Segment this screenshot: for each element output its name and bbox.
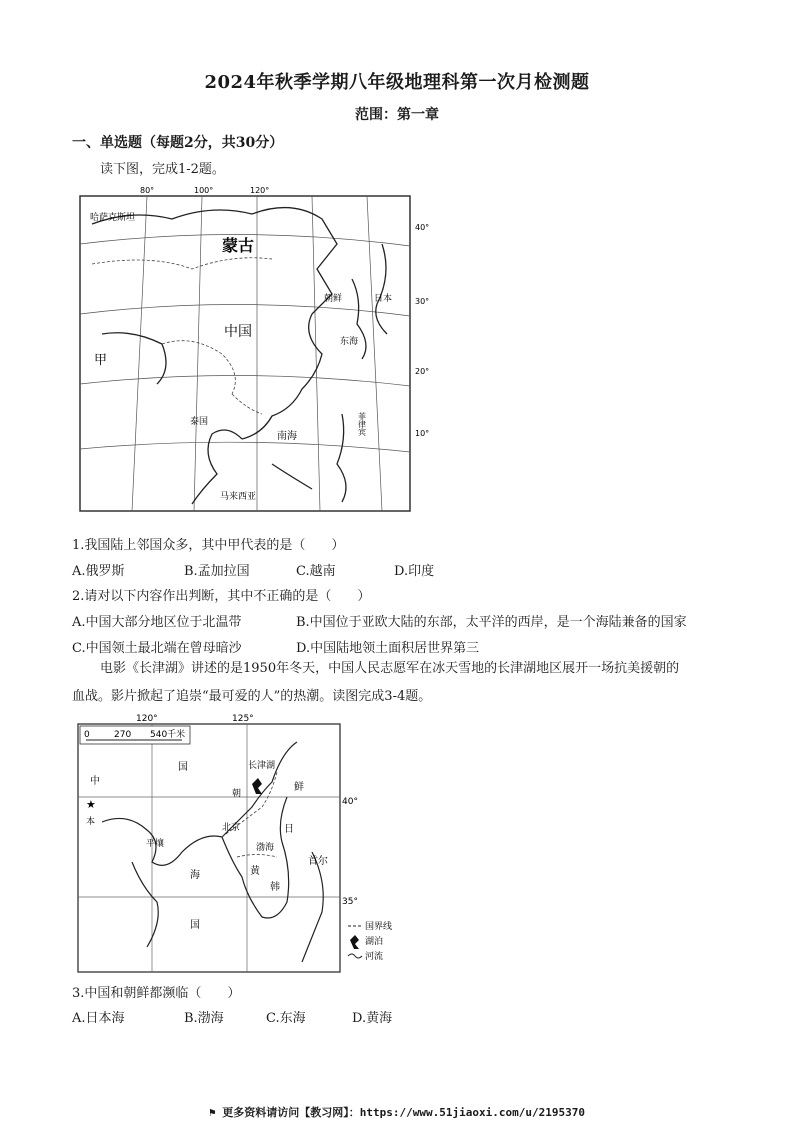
map2-scale-0: 0 bbox=[84, 730, 90, 740]
map2-label-seoul: 渤海 bbox=[256, 843, 275, 853]
legend-border: 国界线 bbox=[365, 922, 393, 932]
question-2-option-d[interactable]: D.中国陆地领土面积居世界第三 bbox=[296, 641, 480, 656]
map1-label-donghai: 东海 bbox=[340, 337, 359, 347]
question-3-option-a[interactable]: A.日本海 bbox=[72, 1011, 125, 1026]
legend-river: 河流 bbox=[365, 952, 384, 962]
question-2-option-a[interactable]: A.中国大部分地区位于北温带 bbox=[72, 615, 242, 630]
map1-lon-label: 80° bbox=[140, 186, 155, 195]
map2-scale-540: 540千米 bbox=[150, 730, 186, 740]
map2-coastlines bbox=[102, 742, 323, 962]
map2-label-han: 黄 bbox=[250, 866, 260, 877]
passage-line-1: 电影《长津湖》讲述的是1950年冬天，中国人民志愿军在冰天雪地的长津湖地区展开一场抗美援朝的 bbox=[100, 661, 680, 676]
map1-lat-label: 30° bbox=[415, 297, 430, 306]
map2-label-bohai: 平壤 bbox=[146, 839, 165, 849]
question-2-stem: 2.请对以下内容作出判断，其中不正确的是（ ） bbox=[72, 589, 371, 604]
korea-peninsula-map bbox=[72, 712, 402, 977]
footer-link[interactable] bbox=[0, 1104, 794, 1120]
map2-lat-label: 35° bbox=[342, 897, 358, 907]
map2-scale-270: 270 bbox=[114, 730, 132, 740]
question-2-option-b[interactable]: B.中国位于亚欧大陆的东部，太平洋的西岸，是一个海陆兼备的国家 bbox=[296, 615, 687, 630]
page-title: 2024年秋季学期八年级地理科第一次月检测题 bbox=[204, 72, 590, 93]
map2-lon-label: 125° bbox=[232, 714, 254, 724]
map2-label-hai: 首尔 bbox=[308, 856, 328, 867]
map2-label-pyongyang: 北京 bbox=[222, 823, 241, 833]
beijing-star-icon: ★ bbox=[86, 798, 96, 811]
map2-lon-label: 120° bbox=[136, 714, 158, 724]
map1-label-kazakhstan: 哈萨克斯坦 bbox=[90, 213, 136, 223]
map2-label-guo2: 韩 bbox=[270, 882, 280, 893]
question-1-option-b[interactable]: B.孟加拉国 bbox=[184, 564, 250, 579]
question-1-stem: 1.我国陆上邻国众多，其中甲代表的是（ ） bbox=[72, 538, 345, 553]
legend-lake: 湖泊 bbox=[365, 937, 384, 947]
question-1-option-a[interactable]: A.俄罗斯 bbox=[72, 564, 125, 579]
map1-label-japan: 日本 bbox=[374, 294, 393, 304]
map1-label-jia: 甲 bbox=[94, 353, 108, 368]
map2-label-ri: 鲜 bbox=[294, 782, 304, 793]
question-2-option-c[interactable]: C.中国领土最北端在曾母暗沙 bbox=[72, 641, 242, 656]
map2-graticule bbox=[78, 724, 340, 972]
map2-label-ben: 日 bbox=[284, 824, 294, 835]
map1-label-china: 中国 bbox=[224, 324, 252, 340]
question-1-option-d[interactable]: D.印度 bbox=[394, 564, 435, 579]
question-3-option-c[interactable]: C.东海 bbox=[266, 1011, 306, 1026]
map1-label-mongolia: 蒙古 bbox=[222, 236, 255, 255]
footer-text: 更多资料请访问【教习网】：https://www.51jiaoxi.com/u/2195370 bbox=[222, 1106, 585, 1119]
map2-label-changjin: 长津湖 bbox=[248, 761, 276, 771]
east-asia-map bbox=[72, 184, 442, 519]
question-3-stem: 3.中国和朝鲜都濒临（ ） bbox=[72, 986, 241, 1001]
map1-lat-label: 10° bbox=[415, 429, 430, 438]
map1-label-thailand: 泰国 bbox=[190, 417, 209, 427]
map1-label-malaysia: 马来西亚 bbox=[220, 492, 257, 502]
question-3-option-b[interactable]: B.渤海 bbox=[184, 1011, 224, 1026]
map2-label-beijing: 本 bbox=[86, 817, 96, 827]
question-3-option-d[interactable]: D.黄海 bbox=[352, 1011, 393, 1026]
changjin-lake-marker bbox=[252, 778, 262, 794]
flag-icon: ⚑ bbox=[209, 1106, 223, 1119]
map2-lat-label: 40° bbox=[342, 797, 358, 807]
map1-label-philippines: 菲律宾 bbox=[357, 412, 367, 436]
map1-lon-label: 100° bbox=[194, 186, 214, 195]
map2-legend bbox=[348, 920, 392, 962]
map2-label-hai2: 国 bbox=[190, 920, 200, 931]
page-subtitle: 范围：第一章 bbox=[355, 107, 439, 123]
map2-label-huang: 海 bbox=[190, 870, 200, 881]
map1-lat-label: 40° bbox=[415, 223, 430, 232]
map1-label-nanhai: 南海 bbox=[277, 431, 297, 442]
map2-label-guo: 国 bbox=[178, 762, 188, 773]
question-1-option-c[interactable]: C.越南 bbox=[296, 564, 336, 579]
section-intro: 读下图，完成1-2题。 bbox=[100, 162, 225, 177]
map2-label-chao: 朝 bbox=[232, 789, 242, 799]
map1-lon-label: 120° bbox=[250, 186, 270, 195]
map1-lat-label: 20° bbox=[415, 367, 430, 376]
passage-line-2: 血战。影片掀起了追崇“最可爱的人”的热潮。读图完成3-4题。 bbox=[72, 689, 432, 704]
map1-label-korea: 朝鲜 bbox=[324, 294, 343, 304]
map2-label-zhong: 中 bbox=[90, 776, 100, 787]
section-heading: 一、单选题（每题2分，共30分） bbox=[72, 135, 284, 151]
